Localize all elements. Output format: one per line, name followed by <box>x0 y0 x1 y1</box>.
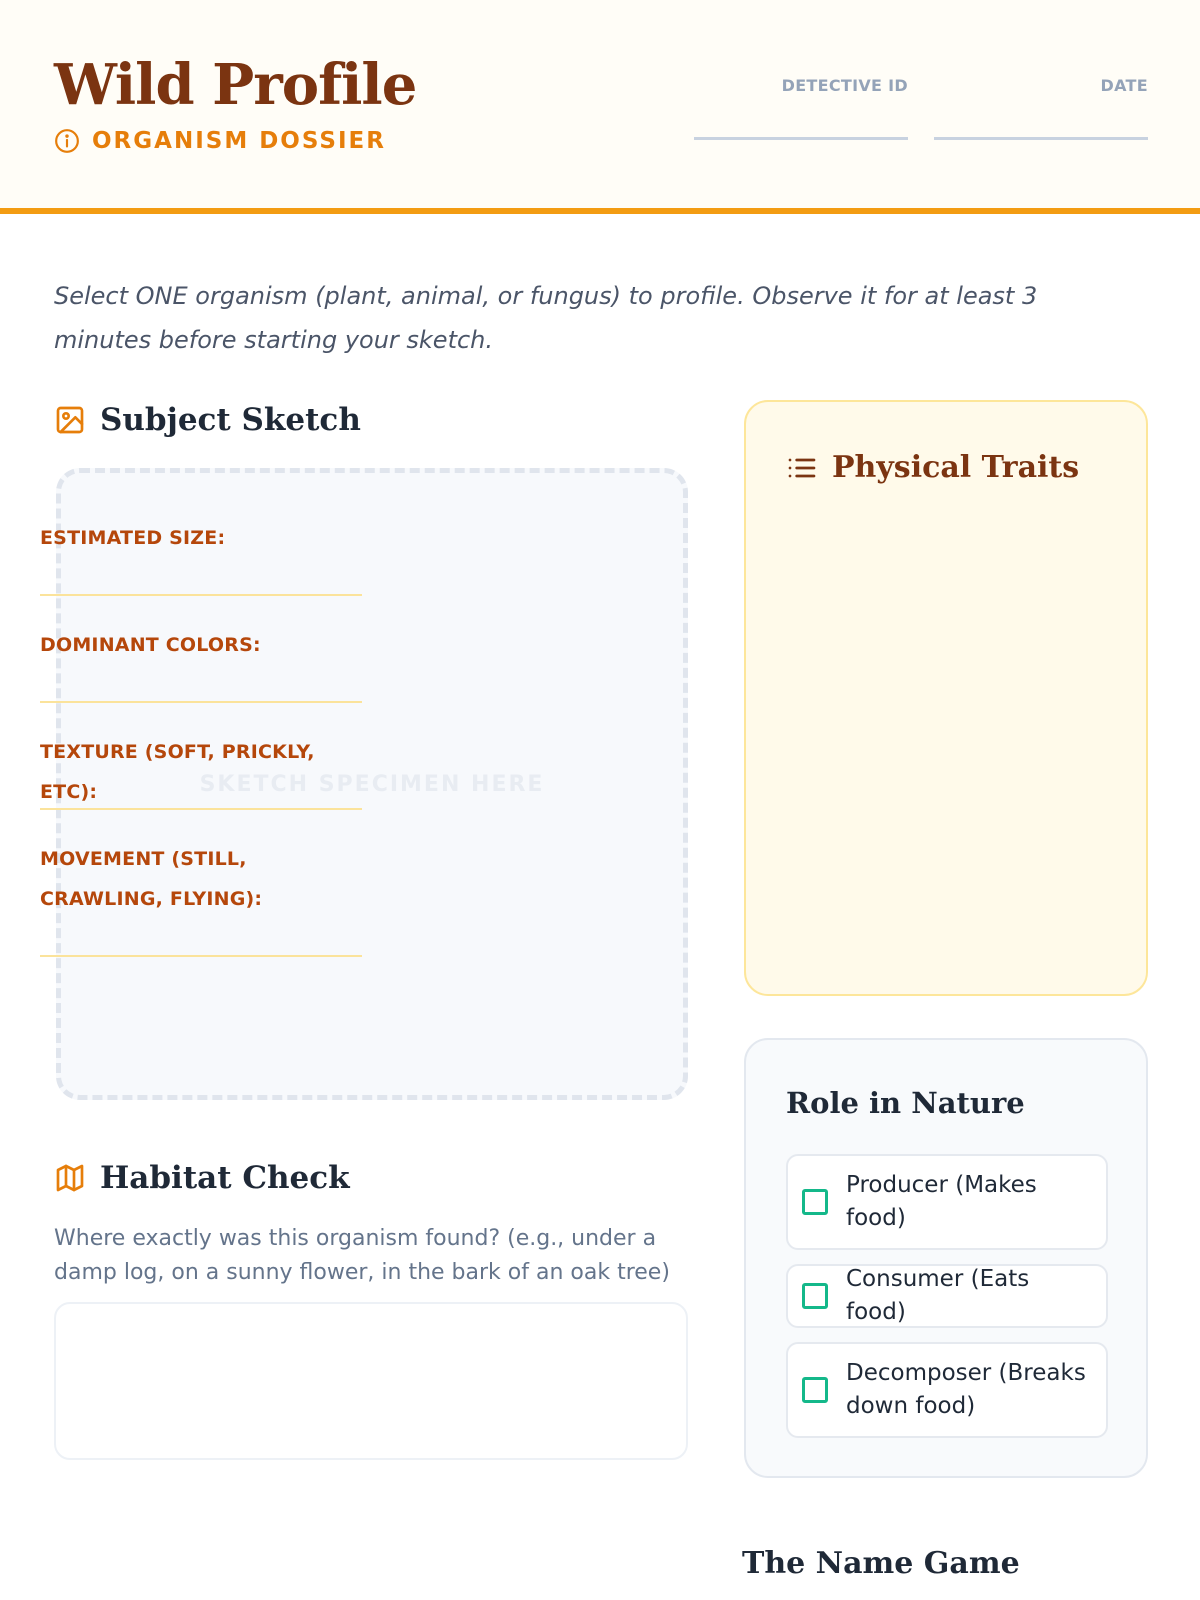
consumer-checkbox[interactable] <box>802 1283 828 1309</box>
traits-heading-text: Physical Traits <box>832 450 1080 485</box>
physical-traits-card <box>744 400 1148 996</box>
subtitle-text: ORGANISM DOSSIER <box>92 128 386 154</box>
decomposer-checkbox[interactable] <box>802 1377 828 1403</box>
habitat-heading-text: Habitat Check <box>100 1160 350 1196</box>
detective-id-label: DETECTIVE ID <box>781 76 908 95</box>
habitat-answer-box[interactable] <box>54 1302 688 1460</box>
sketch-heading-text: Subject Sketch <box>100 402 361 438</box>
decomposer-label: Decomposer (Breaks down food) <box>846 1360 1086 1419</box>
consumer-label: Consumer (Eats food) <box>846 1266 1030 1325</box>
page-title: Wild Profile <box>54 52 417 118</box>
trait-colors-field[interactable]: DOMINANT COLORS: <box>40 625 362 703</box>
page-subtitle <box>54 128 386 154</box>
image-icon <box>54 404 86 436</box>
trait-size-field[interactable]: ESTIMATED SIZE: <box>40 518 362 596</box>
sketch-heading <box>54 402 361 438</box>
role-option-producer[interactable] <box>786 1154 1108 1250</box>
info-circle-icon <box>54 128 80 154</box>
name-game-heading: The Name Game <box>742 1546 1020 1581</box>
date-label: DATE <box>1100 76 1148 95</box>
trait-movement-field[interactable]: MOVEMENT (STILL, CRAWLING, FLYING): <box>40 839 362 957</box>
sketch-placeholder: SKETCH SPECIMEN HERE <box>199 771 545 797</box>
role-heading: Role in Nature <box>786 1086 1025 1120</box>
producer-checkbox[interactable] <box>802 1189 828 1215</box>
producer-label: Producer (Makes food) <box>846 1172 1037 1231</box>
role-option-decomposer[interactable] <box>786 1342 1108 1438</box>
traits-heading <box>786 450 1079 485</box>
role-in-nature-card <box>744 1038 1148 1478</box>
date-field[interactable] <box>934 76 1148 140</box>
detective-id-field[interactable] <box>694 76 908 140</box>
intro-instructions: Select ONE organism (plant, animal, or fungus) to profile. Observe it for at least 3 minutes before starting your sketch. <box>54 282 1038 354</box>
trait-texture-field[interactable]: TEXTURE (SOFT, PRICKLY, ETC): <box>40 732 362 810</box>
habitat-question: Where exactly was this organism found? (e.g., under a damp log, on a sunny flower, in the bark of an oak tree) <box>54 1226 670 1285</box>
page-header <box>0 0 1200 214</box>
map-icon <box>54 1162 86 1194</box>
role-option-consumer[interactable] <box>786 1264 1108 1328</box>
habitat-heading <box>54 1160 350 1196</box>
list-icon <box>786 452 818 484</box>
